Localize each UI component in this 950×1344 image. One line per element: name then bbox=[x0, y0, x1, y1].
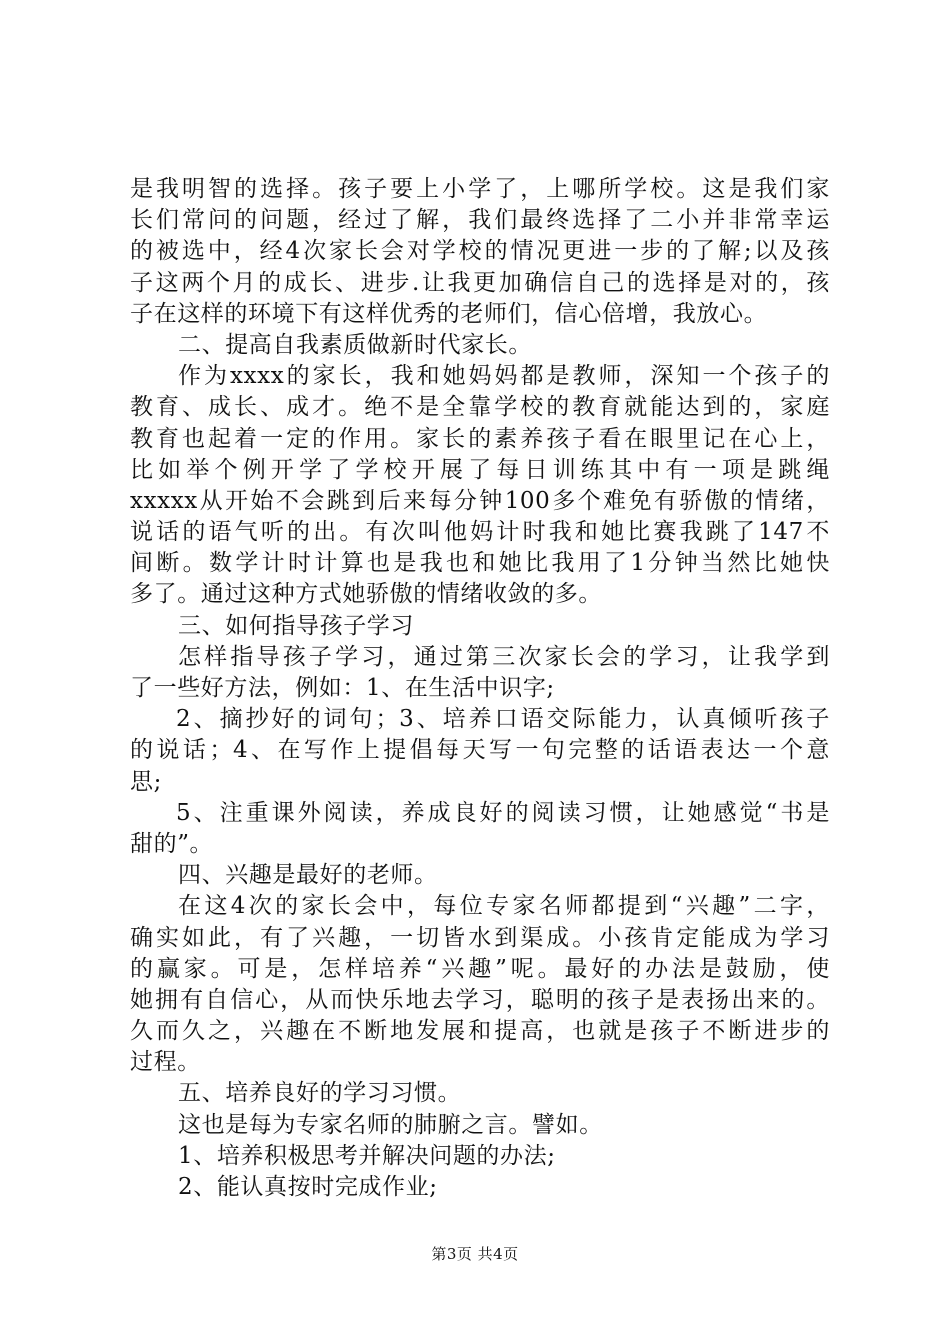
text-line: 她拥有自信心，从而快乐地去学习，聪明的孩子是表扬出来的。 bbox=[130, 986, 830, 1013]
text-line: 间断。数学计时计算也是我也和她比我用了1分钟当然比她快 bbox=[130, 550, 830, 577]
text-line: 长们常问的问题，经过了解，我们最终选择了二小并非常幸运 bbox=[130, 207, 830, 234]
text-line: 的赢家。可是，怎样培养“兴趣”呢。最好的办法是鼓励，使 bbox=[130, 955, 830, 982]
text-line: 子在这样的环境下有这样优秀的老师们，信心倍增，我放心。 bbox=[130, 300, 768, 327]
document-body bbox=[130, 174, 830, 1203]
section-heading: 三、如何指导孩子学习 bbox=[178, 612, 414, 639]
text-line: 甜的”。 bbox=[130, 830, 214, 857]
text-line: xxxxx从开始不会跳到后来每分钟100多个难免有骄傲的情绪， bbox=[130, 487, 830, 514]
text-line: 这也是每为专家名师的肺腑之言。譬如。 bbox=[178, 1111, 603, 1138]
text-line: 教育也起着一定的作用。家长的素养孩子看在眼里记在心上， bbox=[130, 425, 830, 452]
section-heading: 五、培养良好的学习习惯。 bbox=[178, 1080, 462, 1107]
text-line: 的被选中，经4次家长会对学校的情况更进一步的了解;以及孩 bbox=[130, 238, 830, 265]
list-item: 1、培养积极思考并解决问题的办法; bbox=[178, 1142, 556, 1169]
text-line: 的说话；4、在写作上提倡每天写一句完整的话语表达一个意 bbox=[130, 737, 830, 764]
text-line: 怎样指导孩子学习，通过第三次家长会的学习，让我学到 bbox=[178, 643, 830, 670]
text-line: 子这两个月的成长、进步.让我更加确信自己的选择是对的，孩 bbox=[130, 269, 830, 296]
text-line: 久而久之，兴趣在不断地发展和提高，也就是孩子不断进步的 bbox=[130, 1018, 830, 1045]
text-line: 多了。通过这种方式她骄傲的情绪收敛的多。 bbox=[130, 581, 602, 608]
text-line: 思; bbox=[130, 768, 162, 795]
text-line: 教育、成长、成才。绝不是全靠学校的教育就能达到的，家庭 bbox=[130, 394, 830, 421]
text-line: 过程。 bbox=[130, 1049, 201, 1076]
text-line: 2、摘抄好的词句；3、培养口语交际能力，认真倾听孩子 bbox=[176, 706, 830, 733]
text-line: 了一些好方法，例如：1、在生活中识字; bbox=[130, 675, 555, 701]
text-line: 比如举个例开学了学校开展了每日训练其中有一项是跳绳 bbox=[130, 456, 830, 483]
text-line: 是我明智的选择。孩子要上小学了，上哪所学校。这是我们家 bbox=[130, 176, 830, 202]
page-footer: 第3页 共4页 bbox=[431, 1245, 519, 1263]
text-line: 在这4次的家长会中，每位专家名师都提到“兴趣”二字， bbox=[178, 893, 830, 920]
text-line: 确实如此，有了兴趣，一切皆水到渠成。小孩肯定能成为学习 bbox=[130, 924, 830, 951]
text-line: 作为xxxx的家长，我和她妈妈都是教师，深知一个孩子的 bbox=[178, 363, 830, 390]
section-heading: 二、提高自我素质做新时代家长。 bbox=[178, 331, 532, 358]
list-item: 2、能认真按时完成作业; bbox=[178, 1174, 438, 1200]
text-line: 说话的语气听的出。有次叫他妈计时我和她比赛我跳了147不 bbox=[130, 519, 830, 546]
text-line: 5、注重课外阅读，养成良好的阅读习惯，让她感觉“书是 bbox=[176, 799, 830, 826]
section-heading: 四、兴趣是最好的老师。 bbox=[178, 862, 438, 889]
